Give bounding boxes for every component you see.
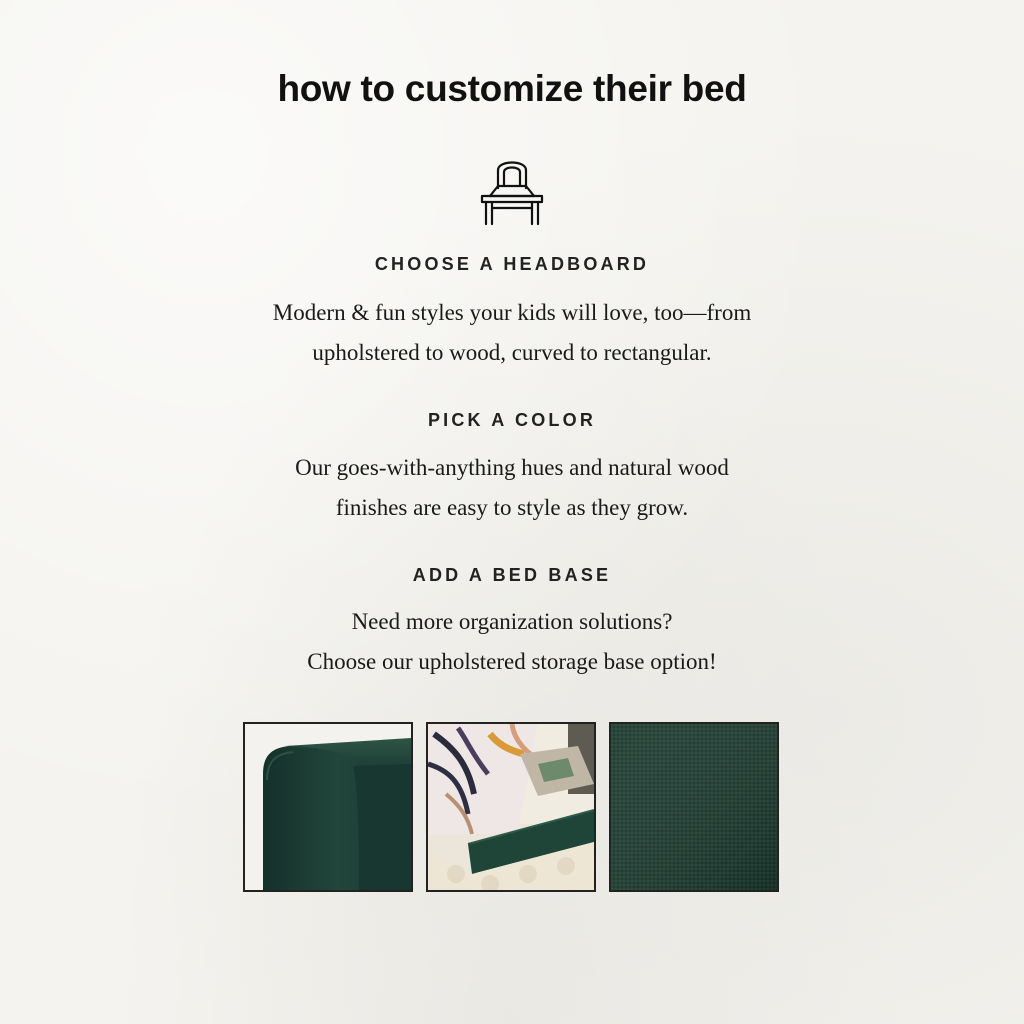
section-body-line: Choose our upholstered storage base option! [307, 649, 717, 674]
section-body-line: upholstered to wood, curved to rectangular. [312, 340, 712, 365]
section-body-line: Modern & fun styles your kids will love, too—from [272, 300, 752, 325]
section-heading-color: PICK A COLOR [427, 410, 597, 430]
section-body-line: Our goes-with-anything hues and natural wood [295, 455, 729, 480]
section-heading-headboard: CHOOSE A HEADBOARD [374, 254, 650, 274]
fabric-swatch-image [609, 722, 779, 892]
section-body-color [0, 448, 1024, 528]
page-title: how to customize their bed [277, 68, 747, 109]
storage-base-image [426, 722, 596, 892]
section-body-headboard [0, 293, 1024, 373]
section-body-line: Need more organization solutions? [351, 609, 673, 634]
section-body-bed-base [0, 602, 1024, 682]
section-heading-bed-base: ADD A BED BASE [412, 565, 612, 585]
bed-frame-icon [476, 156, 548, 228]
headboard-corner-image [243, 722, 413, 892]
section-body-line: finishes are easy to style as they grow. [335, 495, 689, 520]
